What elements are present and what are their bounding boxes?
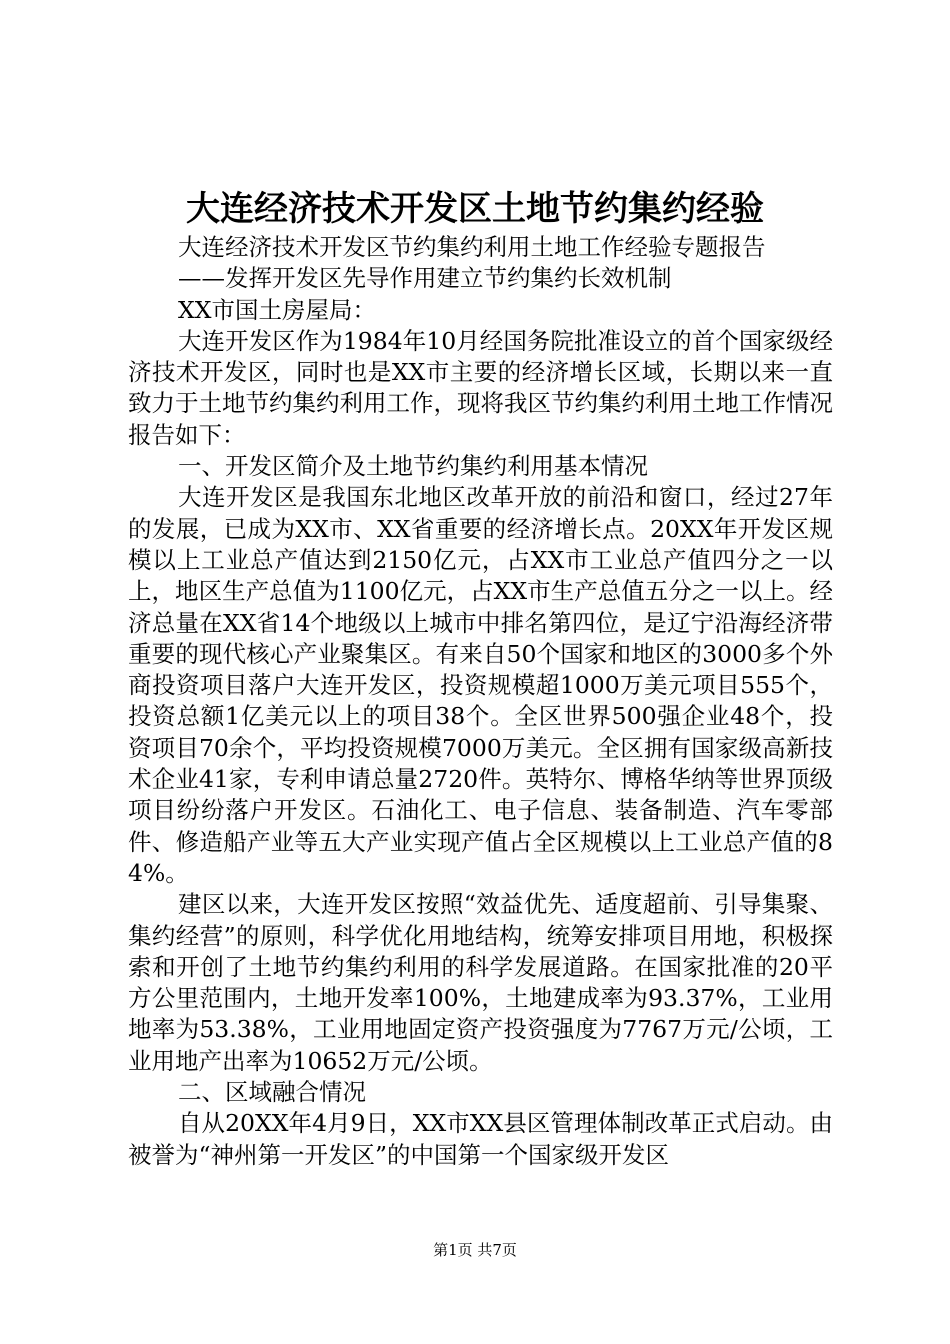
section-heading-2: 二、区域融合情况 [178,1078,366,1107]
paragraph-integration: 自从20XX年4月9日，XX市XX县区管理体制改革正式启动。由被誉为“神州第一开发区”的中国第一个国家级开发区 [128,1109,833,1169]
paragraph-overview: 大连开发区是我国东北地区改革开放的前沿和窗口，经过27年的发展，已成为XX市、XX省重要的经济增长点。20XX年开发区规模以上工业总产值达到2150亿元，占XX市工业总产值四分之一以上，地区生产总值为1100亿元，占XX市生产总值五分之一以上。经济总量在XX省14个地级以上城市中排名第四位，是辽宁沿海经济带重要的现代核心产业聚集区。有来自50个国家和地区的3000多个外商投资项目落户大连开发区，投资规模超1000万美元项目555个，投资总额1亿美元以上的项目38个。全区世界500强企业48个，投资项目70余个，平均投资规模7000万美元。全区拥有国家级高新技术企业41家，专利申请总量2720件。英特尔、博格华纳等世界顶级项目纷纷落户开发区。石油化工、电子信息、装备制造、汽车零部件、修造船产业等五大产业实现产值占全区规模以上工业总产值的84%。 [128,483,833,887]
paragraph-land-use: 建区以来，大连开发区按照“效益优先、适度超前、引导集聚、集约经营”的原则，科学优化用地结构，统筹安排项目用地，积极探索和开创了土地节约集约利用的科学发展道路。在国家批准的20平方公里范围内，土地开发率100%，土地建成率为93.37%，工业用地率为53.38%，工业用地固定资产投资强度为7767万元/公顷，工业用地产出率为10652万元/公顷。 [128,890,833,1075]
paragraph-intro: 大连开发区作为1984年10月经国务院批准设立的首个国家级经济技术开发区，同时也是XX市主要的经济增长区域，长期以来一直致力于土地节约集约利用工作，现将我区节约集约利用土地工作情况报告如下： [128,326,833,449]
subtitle: 大连经济技术开发区节约集约利用土地工作经验专题报告 [178,233,766,261]
document-body [128,232,833,1171]
section-heading-1: 一、开发区简介及土地节约集约利用基本情况 [178,452,648,481]
addressee: XX市国土房屋局： [178,295,376,324]
subtitle-secondary: ——发挥开发区先导作用建立节约集约长效机制 [178,264,672,293]
document-title: 大连经济技术开发区土地节约集约经验 [186,189,764,229]
page-footer: 第1页 共7页 [433,1241,517,1259]
